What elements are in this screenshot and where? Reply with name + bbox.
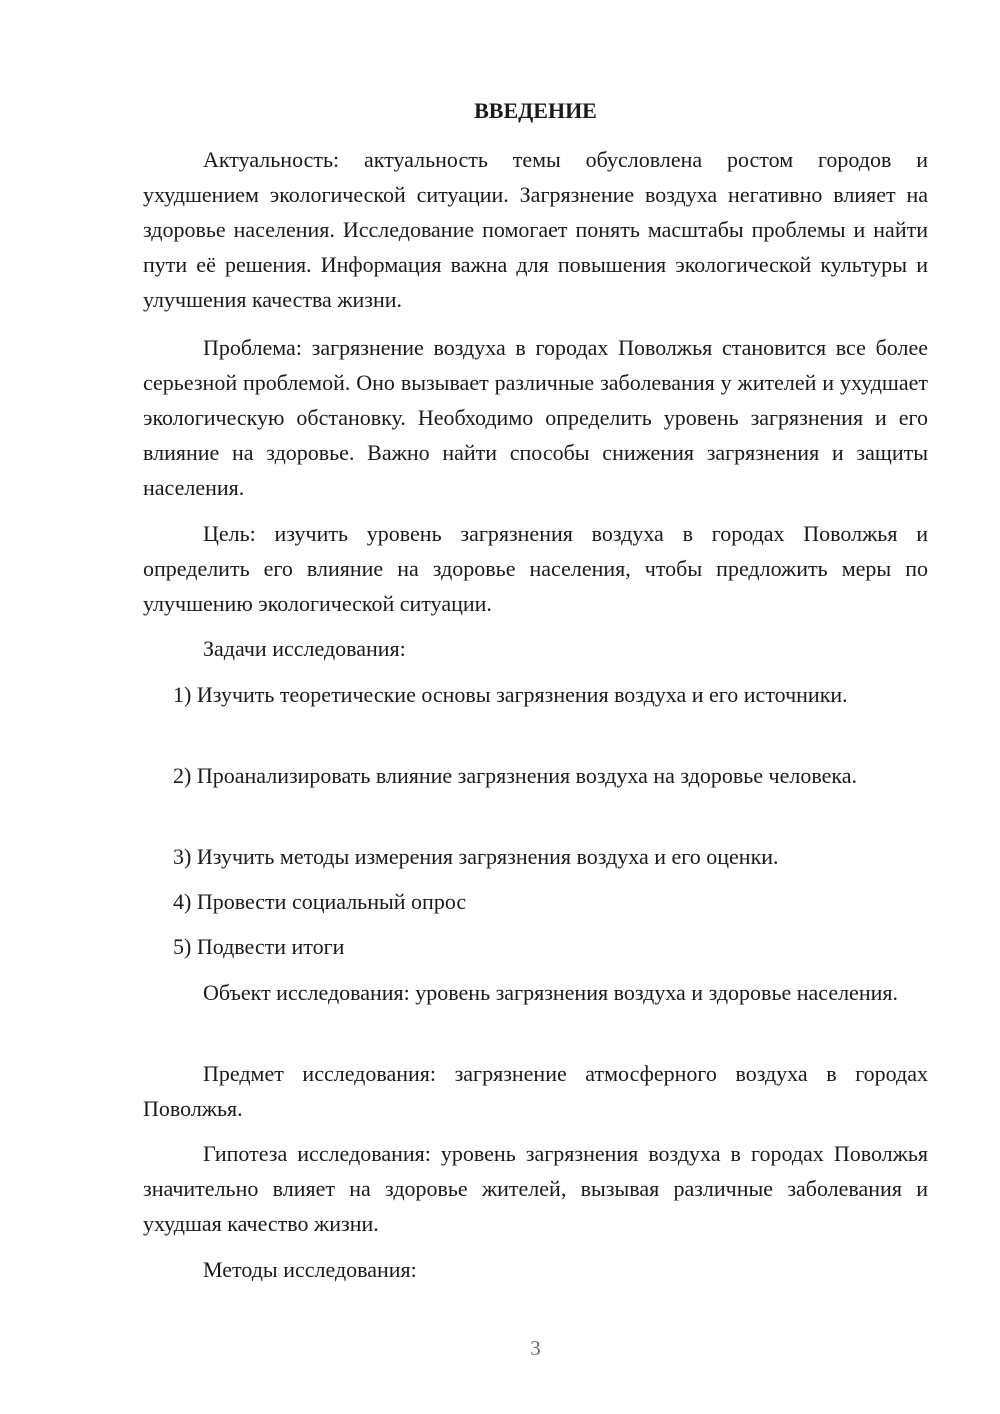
tasks-heading: Задачи исследования: — [203, 636, 406, 661]
goal-paragraph: Цель: изучить уровень загрязнения воздуха в городах Поволжья и определить его влияние на здоровье населения, чтобы предложить меры по улучшению экологической ситуации. — [143, 521, 928, 616]
subject-paragraph: Предмет исследования: загрязнение атмосферного воздуха в городах Поволжья. — [143, 1061, 928, 1121]
task-item: 5) Подвести итоги — [173, 934, 345, 959]
problem-paragraph: Проблема: загрязнение воздуха в городах Поволжья становится все более серьезной проблемой. Оно вызывает различные заболевания у жителей и ухудшает экологическую обстановку. Необходимо определить уровень загрязнения и его влияние на здоровье. Важно найти способы снижения загрязнения и защиты населения. — [143, 335, 928, 500]
object-paragraph: Объект исследования: уровень загрязнения воздуха и здоровье населения. — [203, 980, 898, 1005]
methods-heading: Методы исследования: — [203, 1257, 417, 1282]
hypothesis-paragraph: Гипотеза исследования: уровень загрязнения воздуха в городах Поволжья значительно влияет на здоровье жителей, вызывая различные заболевания и ухудшая качество жизни. — [143, 1141, 928, 1236]
task-item: 2) Проанализировать влияние загрязнения воздуха на здоровье человека. — [173, 763, 857, 788]
task-item: 3) Изучить методы измерения загрязнения воздуха и его оценки. — [173, 844, 779, 869]
document-title: ВВЕДЕНИЕ — [474, 98, 597, 123]
task-item: 4) Провести социальный опрос — [173, 889, 467, 914]
task-item: 1) Изучить теоретические основы загрязнения воздуха и его источники. — [173, 682, 848, 707]
page-number: 3 — [530, 1336, 541, 1360]
document-page — [143, 0, 928, 1414]
relevance-paragraph: Актуальность: актуальность темы обусловлена ростом городов и ухудшением экологической ситуации. Загрязнение воздуха негативно влияет на здоровье населения. Исследование помогает понять масштабы проблемы и найти пути её решения. Информация важна для повышения экологической культуры и улучшения качества жизни. — [143, 147, 928, 312]
